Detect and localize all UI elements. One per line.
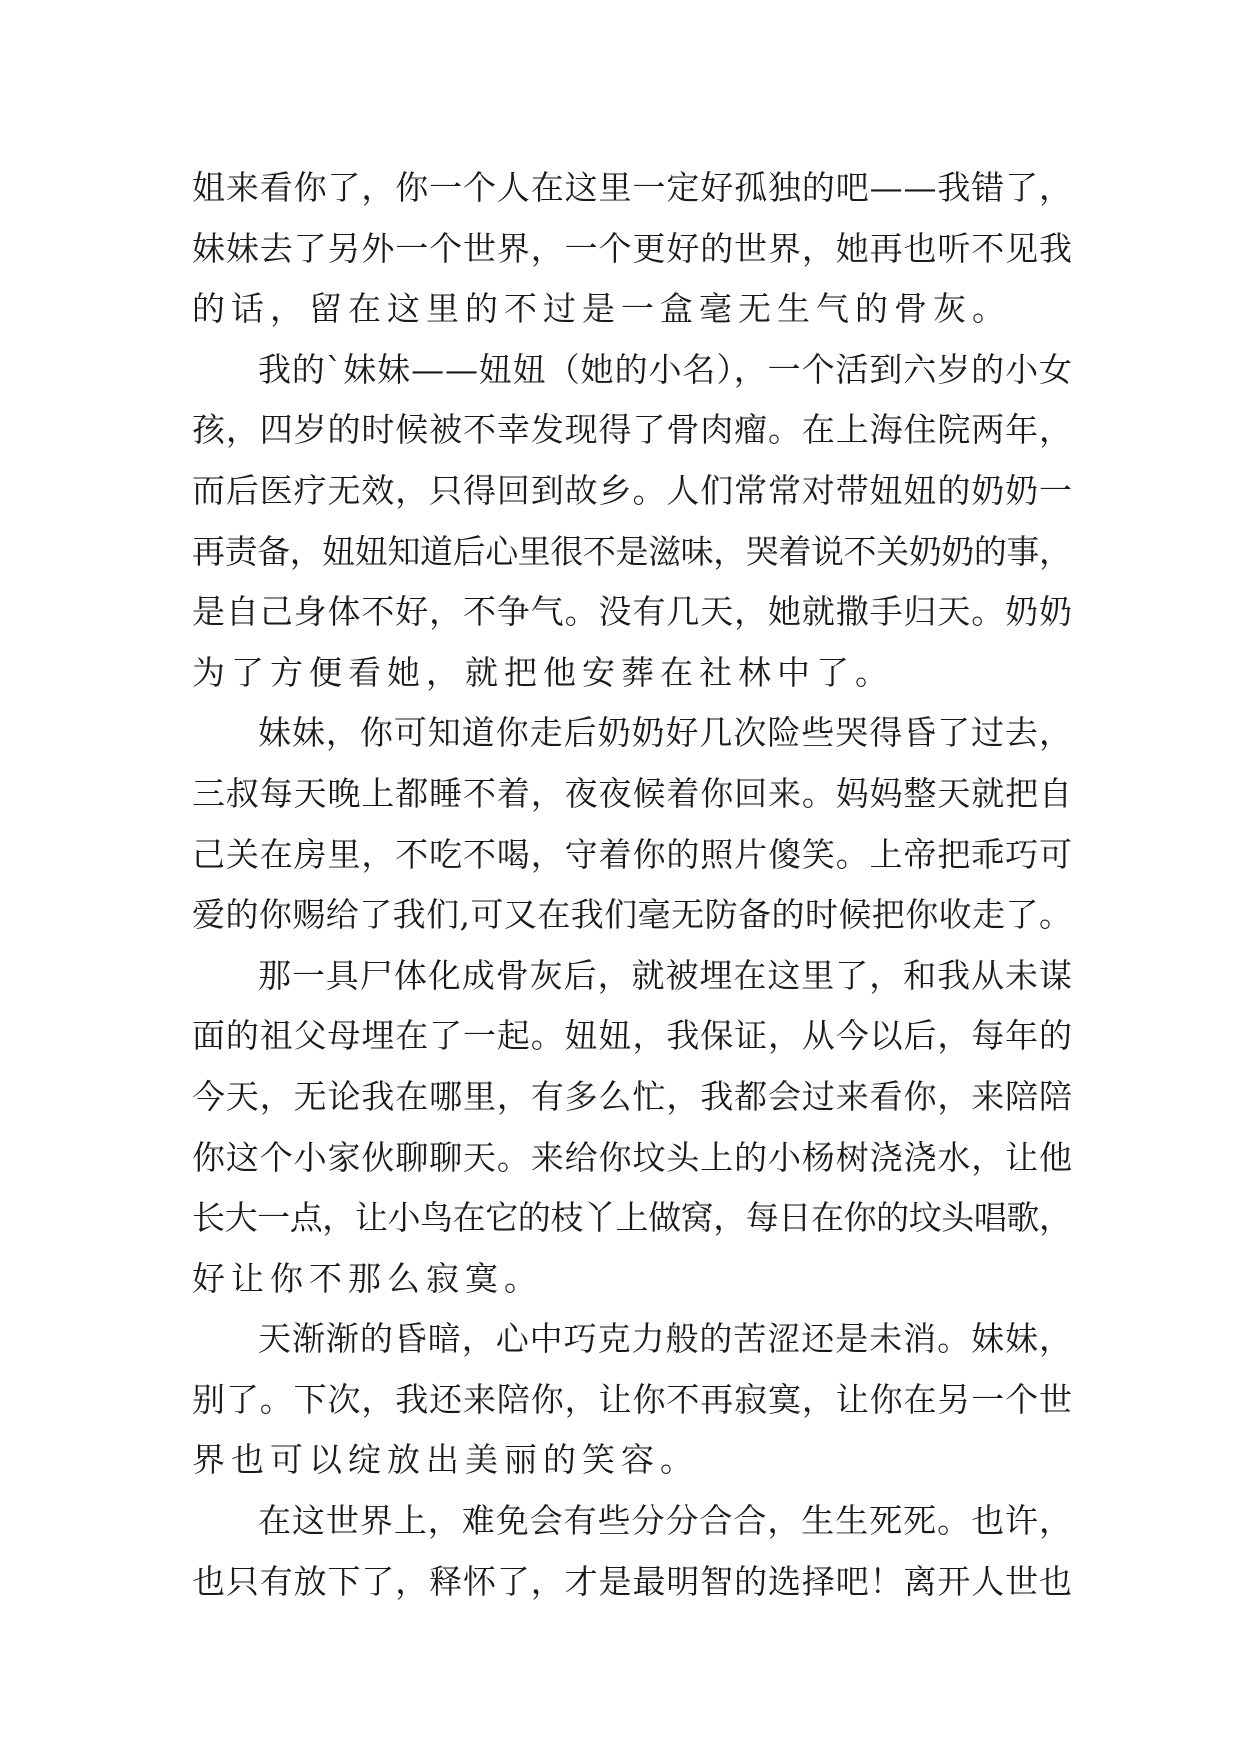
text-line: 妹妹去了另外一个世界，一个更好的世界，她再也听不见我 <box>192 228 1073 268</box>
text-line: 好让你不那么寂寞。 <box>192 1258 543 1298</box>
text-line: 也只有放下了，释怀了，才是最明智的选择吧！离开人世也 <box>192 1561 1073 1601</box>
text-line: 己关在房里，不吃不喝，守着你的照片傻笑。上帝把乖巧可 <box>192 834 1073 874</box>
text-line: 那一具尸体化成骨灰后，就被埋在这里了，和我从未谋 <box>258 955 1073 995</box>
text-line: 你这个小家伙聊聊天。来给你坟头上的小杨树浇浇水，让他 <box>192 1137 1073 1177</box>
text-line: 而后医疗无效，只得回到故乡。人们常常对带妞妞的奶奶一 <box>192 470 1073 510</box>
text-line: 为了方便看她，就把他安葬在社林中了。 <box>192 652 894 692</box>
text-line: 妹妹，你可知道你走后奶奶好几次险些哭得昏了过去， <box>258 713 1073 753</box>
text-line: 我的`妹妹——妞妞（她的小名），一个活到六岁的小女 <box>258 349 1073 389</box>
text-line: 天渐渐的昏暗，心中巧克力般的苦涩还是未消。妹妹， <box>258 1319 1073 1359</box>
text-line: 面的祖父母埋在了一起。妞妞，我保证，从今以后，每年的 <box>192 1016 1073 1056</box>
text-line: 界也可以绽放出美丽的笑容。 <box>192 1440 699 1480</box>
text-line: 在这世界上，难免会有些分分合合，生生死死。也许， <box>258 1501 1073 1541</box>
text-line: 的话，留在这里的不过是一盒毫无生气的骨灰。 <box>192 289 1011 329</box>
body-text <box>192 158 1072 1612</box>
text-line: 别了。下次，我还来陪你，让你不再寂寞，让你在另一个世 <box>192 1379 1073 1419</box>
text-line: 是自己身体不好，不争气。没有几天，她就撒手归天。奶奶 <box>192 592 1073 632</box>
text-line: 爱的你赐给了我们,可又在我们毫无防备的时候把你收走了。 <box>192 895 1073 935</box>
text-line: 今天，无论我在哪里，有多么忙，我都会过来看你，来陪陪 <box>192 1076 1073 1116</box>
text-line: 再责备，妞妞知道后心里很不是滋味，哭着说不关奶奶的事， <box>192 531 1072 571</box>
text-line: 姐来看你了，你一个人在这里一定好孤独的吧——我错了， <box>192 168 1073 207</box>
text-line: 孩，四岁的时候被不幸发现得了骨肉瘤。在上海住院两年， <box>192 410 1073 450</box>
text-line: 三叔每天晚上都睡不着，夜夜候着你回来。妈妈整天就把自 <box>192 773 1073 813</box>
text-line: 长大一点，让小鸟在它的枝丫上做窝，每日在你的坟头唱歌， <box>192 1198 1072 1238</box>
